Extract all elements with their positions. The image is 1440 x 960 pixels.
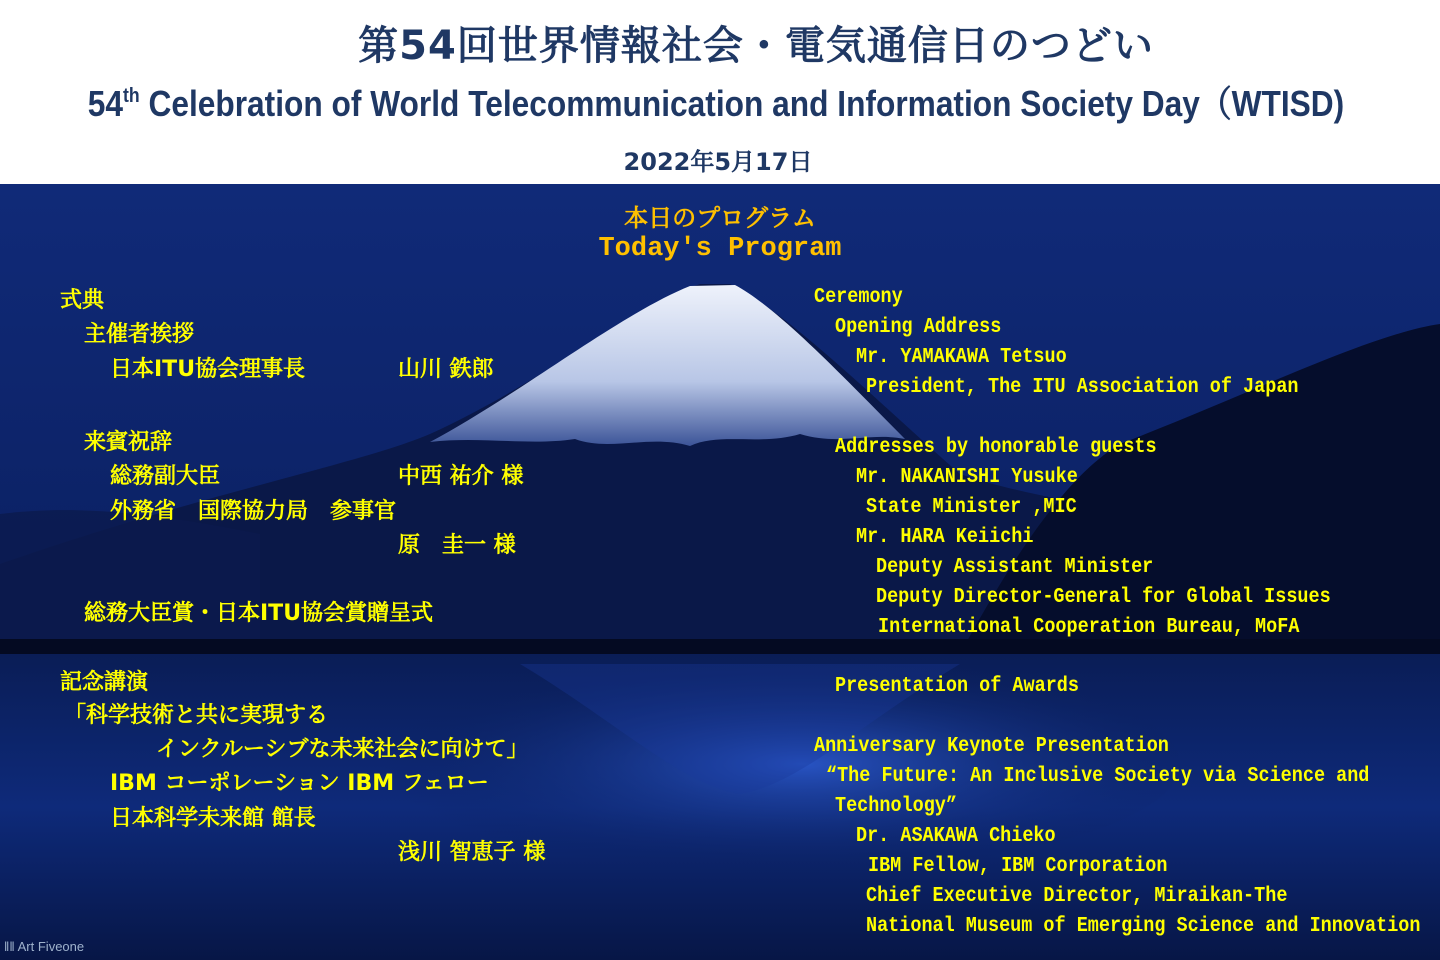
right-guest1-name: Mr. NAKANISHI Yusuke (856, 466, 1078, 489)
left-guest1-title: 総務副大臣 (110, 464, 221, 489)
right-keynote: Anniversary Keynote Presentation (814, 735, 1169, 758)
right-guest1-title: State Minister ,MIC (866, 496, 1077, 519)
right-speaker-title2: Chief Executive Director, Miraikan-The (866, 885, 1288, 908)
left-guest1-name: 中西 祐介 様 (398, 464, 524, 489)
mount-fuji-background (0, 184, 1440, 960)
left-awards: 総務大臣賞・日本ITU協会賞贈呈式 (84, 601, 434, 626)
left-host-name: 山川 鉄郎 (398, 357, 494, 382)
right-speaker-title3: National Museum of Emerging Science and Innovation (866, 915, 1421, 938)
right-guest2-title1: Deputy Assistant Minister (876, 556, 1154, 579)
right-guest2-title2: Deputy Director-General for Global Issues (876, 586, 1331, 609)
title-japanese: 第54回世界情報社会・電気通信日のつどい (358, 23, 1154, 69)
program-heading-japanese: 本日のプログラム (624, 204, 816, 232)
right-ceremony: Ceremony (814, 286, 903, 309)
right-guest2-title3: International Cooperation Bureau, MoFA (878, 616, 1300, 639)
left-guest2-title: 外務省 国際協力局 参事官 (110, 499, 397, 524)
left-keynote-title-line2: インクルーシブな未来社会に向けて」 (156, 737, 529, 762)
right-awards: Presentation of Awards (835, 675, 1079, 698)
event-date: 2022年5月17日 (623, 148, 813, 176)
left-ceremony: 式典 (60, 288, 105, 313)
right-speaker-title1: IBM Fellow, IBM Corporation (868, 855, 1168, 878)
credit-bars-icon: ‖‖ (4, 939, 18, 954)
left-speaker-name: 浅川 智恵子 様 (398, 840, 546, 865)
left-speaker-title1: IBM コーポレーション IBM フェロー (110, 771, 489, 796)
right-opening-address: Opening Address (835, 316, 1002, 339)
left-speaker-title2: 日本科学未来館 館長 (110, 806, 316, 831)
program-heading-english: Today's Program (598, 234, 842, 264)
left-host-title: 日本ITU協会理事長 (110, 357, 306, 382)
title-english (86, 76, 1346, 127)
left-opening-address: 主催者挨拶 (84, 322, 195, 347)
left-keynote-title-line1: 「科学技術と共に実現する (64, 703, 329, 728)
left-keynote: 記念講演 (60, 670, 149, 695)
right-keynote-title-line1: “The Future: An Inclusive Society via Science and (826, 765, 1370, 788)
title-english-number: 54 (87, 83, 124, 124)
left-guest-addresses: 来賓祝辞 (84, 430, 173, 455)
title-english-text: Celebration of World Telecommunication and Information Society Day（WTISD) (139, 83, 1345, 124)
header-banner (0, 0, 1440, 184)
credit-text: Art Fiveone (17, 939, 85, 954)
title-english-ordinal: th (123, 85, 140, 107)
right-speaker-name: Dr. ASAKAWA Chieko (856, 825, 1056, 848)
right-host-title: President, The ITU Association of Japan (866, 376, 1299, 399)
photo-credit (4, 939, 84, 954)
left-guest2-name: 原 圭一 様 (398, 533, 516, 558)
right-keynote-title-line2: Technology” (835, 795, 957, 818)
right-guest-addresses: Addresses by honorable guests (835, 436, 1157, 459)
right-host-name: Mr. YAMAKAWA Tetsuo (856, 346, 1067, 369)
right-guest2-name: Mr. HARA Keiichi (856, 526, 1034, 549)
mountain-landscape-image (0, 184, 1440, 960)
